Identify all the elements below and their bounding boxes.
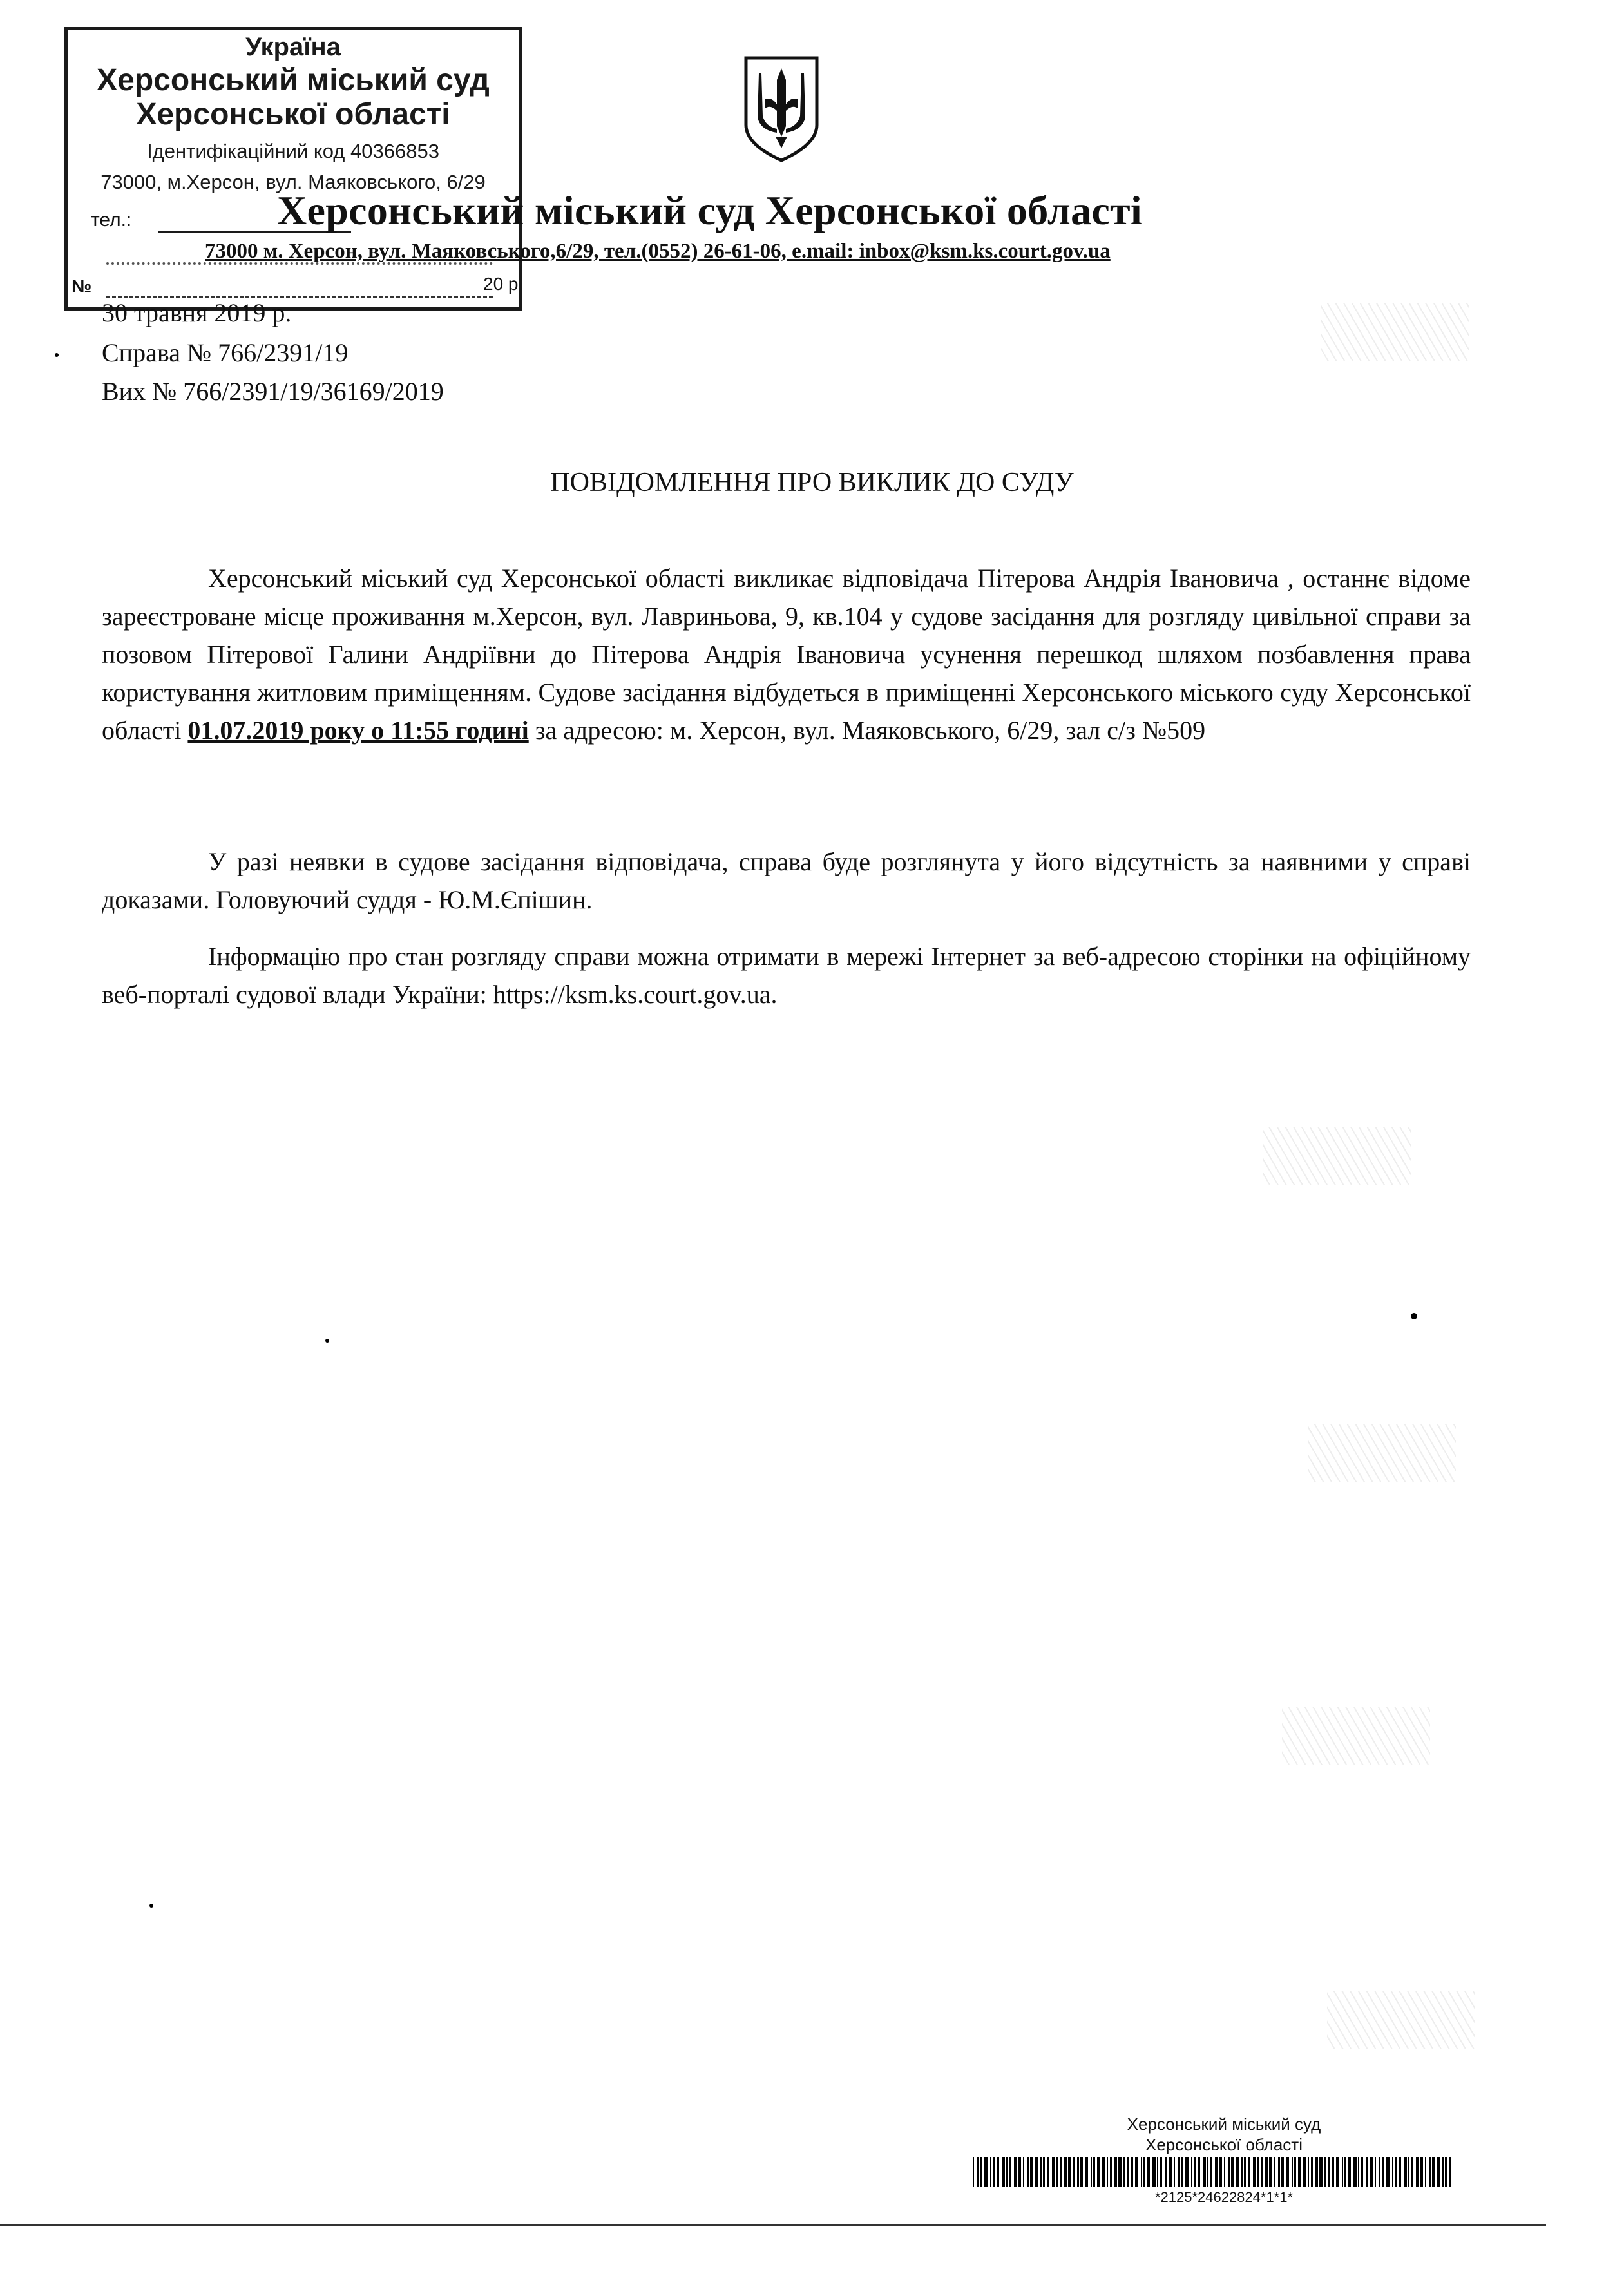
registration-stamp (64, 27, 522, 311)
scan-speck (1411, 1313, 1417, 1319)
paragraph-2-text: У разі неявки в судове засідання відповідача, справа буде розглянута у його відсутність за наявними у справі доказами. Головуючий суддя - Ю.М.Єпішин. (102, 847, 1471, 914)
stamp-number-label: № (72, 276, 92, 296)
paragraph-3-text: Інформацію про стан розгляду справи можна отримати в мережі Інтернет за веб-адресою сторінки на офіційному веб-порталі судової влади України: https://ksm.ks.court.gov.ua. (102, 942, 1471, 1009)
scan-noise (1263, 1127, 1411, 1185)
stamp-date-label: 20 р (483, 274, 519, 294)
barcode-court-line1: Херсонський міський суд (1127, 2114, 1321, 2134)
stamp-court-line1: Херсонський міський суд (97, 63, 490, 97)
barcode-court-line2: Херсонської області (1145, 2135, 1303, 2154)
court-address-line: 73000 м. Херсон, вул. Маяковського,6/29, тел.(0552) 26-61-06, e.mail: inbox@ksm.ks.court.gov.ua (205, 240, 1111, 263)
stamp-id-code: Ідентифікаційний код 40366853 (147, 140, 439, 162)
case-number: Справа № 766/2391/19 (102, 338, 349, 367)
scan-noise (1327, 1991, 1475, 2049)
letter-date: 30 травня 2019 р. (102, 298, 292, 327)
scan-noise (1321, 303, 1469, 361)
stamp-court-line2: Херсонської області (136, 97, 450, 131)
stamp-address: 73000, м.Херсон, вул. Маяковського, 6/29 (100, 171, 486, 193)
barcode-number: *2125*24622824*1*1* (1154, 2189, 1294, 2205)
coat-of-arms-icon (740, 54, 823, 164)
scan-speck (325, 1339, 329, 1343)
scan-speck (149, 1904, 153, 1908)
barcode-icon (973, 2157, 1456, 2187)
outgoing-number: Вих № 766/2391/19/36169/2019 (102, 377, 444, 406)
page-bottom-rule (0, 2224, 1546, 2226)
notice-paragraph-1 (102, 559, 1471, 749)
stamp-country: Україна (245, 33, 341, 61)
court-name-heading: Херсонський міський суд Херсонської області (277, 187, 1142, 233)
notice-paragraph-3 (102, 937, 1471, 1013)
paragraph-1-text-a: Херсонський міський суд Херсонської області викликає відповідача Пітерова Андрія Івановича , останнє відоме зареєстроване місце проживання м.Херсон, вул. Лавриньова, 9, кв.104 у судове засідання для розгляду цивільної справи за позовом Пітерової Галини Андріївни до Пітерова Андрія Івановича усунення перешкод шляхом позбавлення права користування житловим приміщенням. Судове засідання відбудеться в приміщенні Херсонського міського суду Херсонської області (102, 564, 1471, 745)
notice-paragraph-2 (102, 843, 1471, 919)
paragraph-1-text-b: за адресою: м. Херсон, вул. Маяковського, 6/29, зал с/з №509 (528, 716, 1206, 745)
hearing-datetime: 01.07.2019 року о 11:55 годині (187, 716, 529, 745)
notice-title: ПОВІДОМЛЕННЯ ПРО ВИКЛИК ДО СУДУ (550, 468, 1074, 497)
scan-noise (1308, 1424, 1456, 1482)
stamp-tel-label: тел.: (91, 209, 132, 231)
scan-speck (55, 353, 59, 357)
scan-noise (1282, 1707, 1430, 1765)
